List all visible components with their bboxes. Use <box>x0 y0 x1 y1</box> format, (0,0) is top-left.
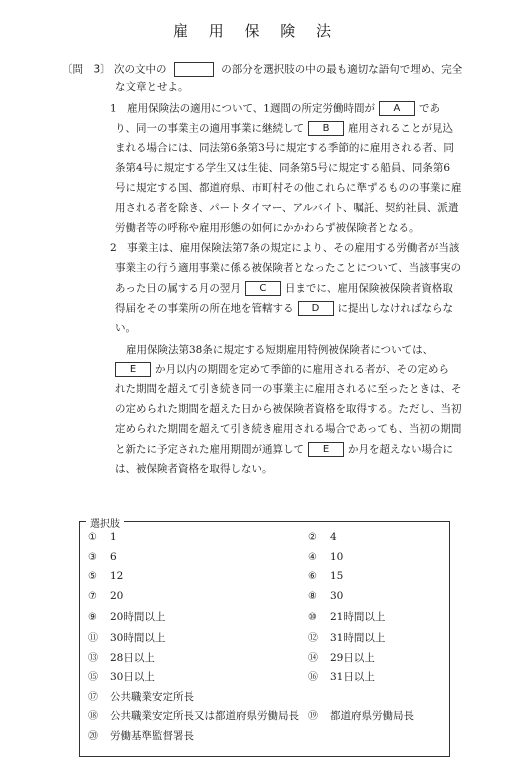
choice-option <box>308 629 385 645</box>
p1-line-2 <box>115 121 453 136</box>
choice-text: 31日以上 <box>330 671 375 684</box>
choice-number: ⑦ <box>88 590 97 602</box>
intro-text-b: の部分を選択肢の中の最も適切な語句で埋め、完全 <box>221 63 463 76</box>
choice-number: ⑨ <box>88 612 97 624</box>
answer-box-c: C <box>245 281 281 296</box>
answer-box-e-1: E <box>115 362 151 377</box>
p3-line-7: は、被保険者資格を取得しない。 <box>115 463 273 475</box>
choices-title: 選択肢 <box>86 515 124 530</box>
choice-number: ③ <box>88 551 97 563</box>
p2-text: 日までに、雇用保険被保険者資格取 <box>284 282 453 295</box>
p3-line-5: 定められた期間を超えて引き続き雇用される場合であっても、当初の期間 <box>115 423 462 435</box>
choice-number: ② <box>308 532 317 543</box>
choice-option <box>308 570 343 582</box>
choice-option <box>88 668 155 684</box>
choice-text: 28日以上 <box>110 651 155 664</box>
choice-text: 6 <box>110 550 117 563</box>
choice-text: 20 <box>110 589 124 602</box>
choice-text: 31時間以上 <box>330 632 386 644</box>
answer-box-d: D <box>298 301 334 316</box>
p3-line-6 <box>115 442 453 457</box>
choice-text: 29日以上 <box>330 651 375 664</box>
p3-text: と新たに予定された雇用期間が通算して <box>115 443 304 456</box>
choice-number: ⑧ <box>308 590 317 602</box>
choice-number: ① <box>88 532 97 543</box>
p1-text: であ <box>418 102 440 115</box>
choice-option <box>88 688 194 704</box>
choice-text: 12 <box>110 570 124 583</box>
choice-number: ⑫ <box>308 633 318 644</box>
choice-number: ⑪ <box>88 633 98 644</box>
choice-option <box>88 649 155 665</box>
choice-text: 20時間以上 <box>110 611 166 624</box>
choice-number: ⑲ <box>308 711 318 723</box>
p1-line-1 <box>110 101 440 116</box>
choice-text: 公共職業安定所長 <box>110 690 194 703</box>
choice-number: ⑩ <box>308 612 317 624</box>
p3-text: か月を超えない場合に <box>348 443 453 456</box>
choice-option <box>88 551 117 563</box>
p3-line-3: れた期間を超えて引き続き同一の事業主に雇用されるに至ったときは、そ <box>115 383 462 395</box>
p3-text: か月以内の期間を定めて季節的に雇用される者が、その定めら <box>155 363 449 376</box>
choice-text: 労働基準監督署長 <box>110 730 194 742</box>
p1-text: 1 雇用保険法の適用について、1週間の所定労働時間が <box>110 102 375 115</box>
choice-option <box>308 609 385 624</box>
answer-box-e-2: E <box>308 442 344 457</box>
choice-number: ⑤ <box>88 571 97 583</box>
p3-line-1: 雇用保険法第38条に規定する短期雇用特例被保険者については、 <box>126 344 434 356</box>
choice-text: 30日以上 <box>110 671 155 684</box>
p1-line-7: 労働者等の呼称や雇用形態の如何にかかわらず被保険者となる。 <box>115 222 420 234</box>
choice-option <box>308 707 414 723</box>
choice-number: ⑥ <box>308 571 317 583</box>
choice-text: 30時間以上 <box>110 632 166 644</box>
p2-line-5: い。 <box>115 322 136 334</box>
p1-line-3: まれる場合には、同法第6条第3号に規定する季節的に雇用される者、同 <box>115 142 454 154</box>
choice-number: ⑳ <box>88 731 98 742</box>
choice-text: 公共職業安定所長又は都道府県労働局長 <box>110 710 299 723</box>
question-number: 〔問 3〕 <box>62 63 111 76</box>
blank-box-example <box>174 62 214 77</box>
choice-option <box>308 649 375 665</box>
choice-option <box>308 551 343 563</box>
p2-line-1: 2 事業主は、雇用保険法第7条の規定により、その雇用する労働者が当該 <box>110 242 460 254</box>
choice-number: ⑬ <box>88 652 98 664</box>
question-intro-line-1 <box>62 62 462 77</box>
choice-text: 21時間以上 <box>330 611 386 624</box>
choice-text: 10 <box>330 550 344 563</box>
choice-option <box>88 590 123 602</box>
answer-box-b: B <box>308 121 344 136</box>
choice-number: ④ <box>308 551 317 563</box>
choice-number: ⑭ <box>308 652 318 664</box>
choice-option <box>308 531 337 543</box>
choice-option <box>308 590 343 602</box>
choice-text: 1 <box>110 531 117 543</box>
p2-text: 得届をその事業所の所在地を管轄する <box>115 302 294 315</box>
p3-line-4: の定められた期間を超えた日から被保険者資格を取得する。ただし、当初 <box>115 403 462 415</box>
p2-line-4 <box>115 301 453 316</box>
choice-number: ⑰ <box>88 691 98 703</box>
choice-option <box>88 707 299 723</box>
p2-line-3 <box>115 281 453 296</box>
question-intro-line-2: な文章とせよ。 <box>115 81 189 93</box>
p1-line-4: 条第4号に規定する学生又は生徒、同条第5号に規定する船員、同条第6 <box>115 162 451 174</box>
p1-line-5: 号に規定する国、都道府県、市町村その他これらに準ずるものの事業に雇 <box>115 182 462 194</box>
answer-box-a: A <box>379 101 415 116</box>
choice-text: 30 <box>330 589 344 602</box>
choice-number: ⑯ <box>308 672 318 684</box>
choice-option <box>308 668 375 684</box>
choice-text: 15 <box>330 570 344 583</box>
choice-option <box>88 531 117 543</box>
intro-text-a: 次の文中の <box>114 63 167 76</box>
p3-line-2 <box>115 362 449 377</box>
choice-number: ⑮ <box>88 672 98 684</box>
choice-text: 都道府県労働局長 <box>330 710 414 723</box>
p1-line-6: 用される者を除き、パートタイマー、アルバイト、嘱託、契約社員、派遣 <box>115 202 459 214</box>
p2-text: に提出しなければならな <box>337 302 453 315</box>
choice-option <box>88 570 123 582</box>
p1-text: 雇用されることが見込 <box>348 122 453 135</box>
p2-line-2: 事業主の行う適用事業に係る被保険者となったことについて、当該事実の <box>115 262 462 274</box>
choice-option <box>88 629 165 645</box>
choice-number: ⑱ <box>88 711 98 723</box>
choice-option <box>88 609 165 624</box>
p2-text: あった日の属する月の翌月 <box>115 282 241 295</box>
p1-text: り、同一の事業主の適用事業に継続して <box>115 122 304 135</box>
document-title: 雇 用 保 険 法 <box>172 22 340 40</box>
choice-option <box>88 727 194 743</box>
choice-text: 4 <box>330 531 337 543</box>
